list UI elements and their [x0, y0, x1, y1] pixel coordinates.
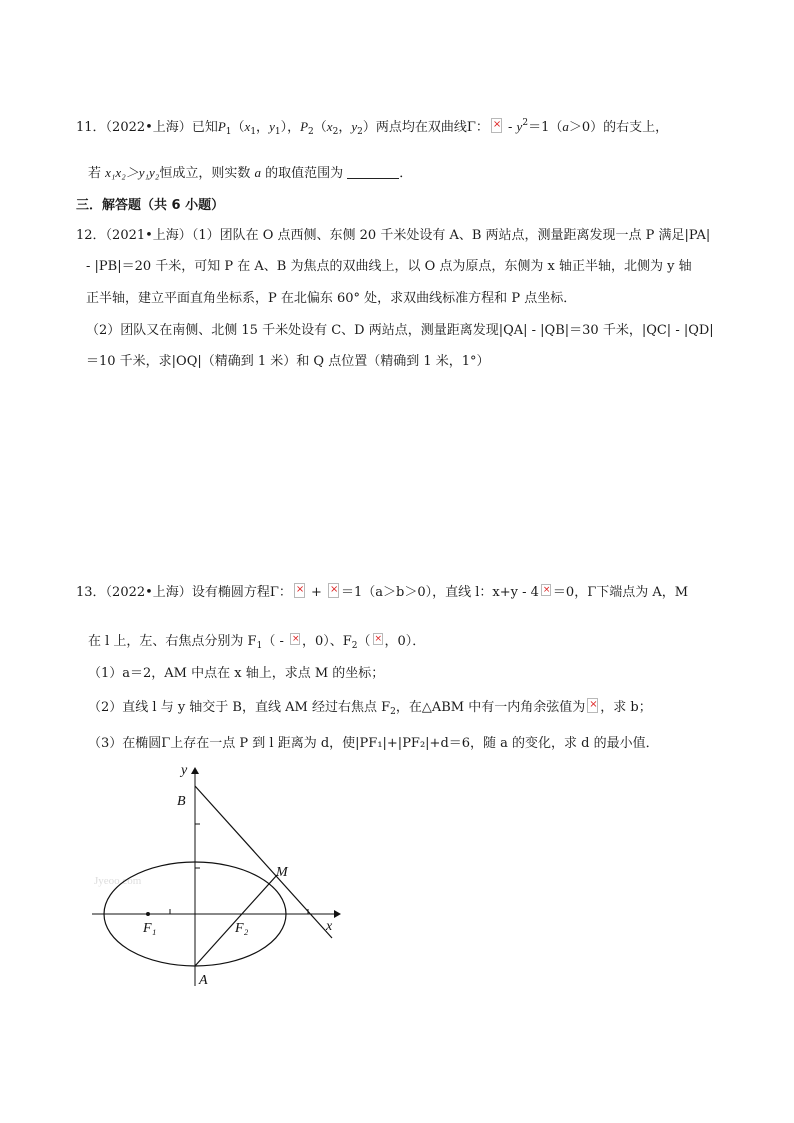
- q13-part-2: （2）直线 l 与 y 轴交于 B，直线 AM 经过右焦点 $F_2$，在△ABM 中有一内角余弦值为× ，求 b；: [88, 698, 652, 721]
- broken-image-icon: [587, 698, 598, 713]
- label-x: x: [326, 919, 333, 934]
- broken-image-icon: [541, 584, 551, 596]
- q11-line-2: 若 x₁x₂＞y₁y₂恒成立，则实数 a 的取值范围为 ．: [88, 165, 413, 181]
- label-B: B: [177, 794, 186, 809]
- answer-blank: [347, 166, 399, 179]
- line-l: [195, 786, 332, 938]
- broken-image-icon: [373, 633, 383, 645]
- q13-source: （2022•上海）: [105, 585, 192, 600]
- ellipse-figure: [80, 760, 350, 990]
- q12-source: （2021•上海）: [105, 228, 192, 243]
- q13-line-1: 13．（2022•上海）设有椭圆方程Γ：× + ×＝1（a＞b＞0），直线 l：x+y - 4× ＝0，Γ下端点为 A，M: [76, 583, 688, 602]
- focus-F1-point: [146, 912, 150, 916]
- broken-image-icon: [294, 583, 305, 598]
- broken-image-icon: [491, 118, 502, 133]
- q12-line-3: 正半轴，建立平面直角坐标系，P 在北偏东 60° 处，求双曲线标准方程和 P 点坐标．: [86, 291, 577, 306]
- watermark: Jyeoo.com: [94, 875, 142, 887]
- broken-image-icon: [290, 633, 300, 645]
- label-F2: F₂: [235, 921, 249, 936]
- q12-line-5: ＝10 千米，求|OQ|（精确到 1 米）和 Q 点位置（精确到 1 米，1°）: [86, 354, 490, 369]
- q12-line-4: （2）团队又在南侧、北侧 15 千米处设有 C、D 两站点，测量距离发现|QA| - |QB|＝30 千米，|QC| - |QD|: [86, 323, 714, 338]
- q13-part-1: （1）a＝2，AM 中点在 x 轴上，求点 M 的坐标；: [88, 666, 385, 681]
- q13-number: 13．: [76, 585, 106, 600]
- label-A: A: [199, 973, 208, 988]
- q11-line-1: 11．（2022•上海）已知$P_1(x_1$，$y_1$），$P_2(x_2$，$y_2$）两点均在双曲线Γ：× - $y^2=1(a>0)$的右支上，: [76, 114, 668, 141]
- label-M: M: [276, 865, 288, 880]
- section-title: 三．解答题（共 6 小题）: [76, 198, 225, 213]
- q11-number: 11．: [76, 120, 106, 135]
- label-F1: F₁: [143, 921, 157, 936]
- q11-source: （2022•上海）: [105, 120, 192, 135]
- q13-line-2: 在 l 上，左、右焦点分别为 $F_1$（ - ×，0）、$F_2(\times$ ，0）．: [88, 633, 425, 655]
- q11-condition: x₁x₂＞y₁y₂: [105, 165, 160, 180]
- broken-image-icon: [328, 583, 339, 598]
- q13-part-3: （3）在椭圆Γ上存在一点 P 到 l 距离为 d，使|PF₁|+|PF₂|+d＝6，随 a 的变化，求 d 的最小值．: [88, 736, 659, 751]
- q12-line-1: 12．（2021•上海）（1）团队在 O 点西侧、东侧 20 千米处设有 A、B 两站点，测量距离发现一点 P 满足|PA|: [76, 228, 711, 243]
- q12-line-2: - |PB|＝20 千米，可知 P 在 A、B 为焦点的双曲线上，以 O 点为原点，东侧为 x 轴正半轴，北侧为 y 轴: [86, 259, 692, 274]
- label-y: y: [181, 763, 188, 778]
- q12-number: 12．: [76, 228, 106, 243]
